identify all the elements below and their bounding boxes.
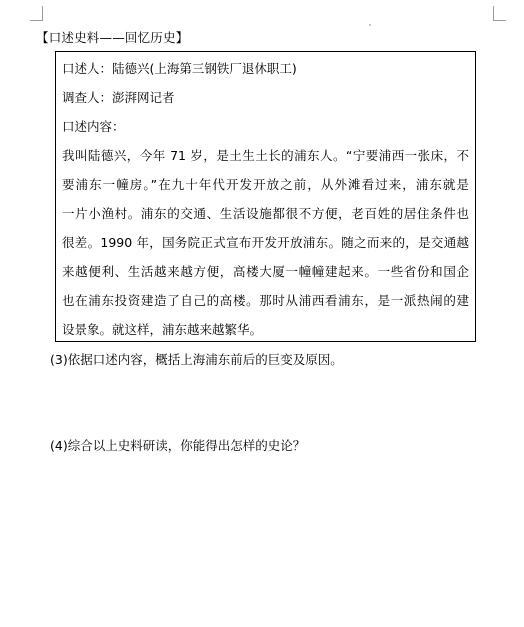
question-4: (4)综合以上史料研读，你能得出怎样的史论？ <box>50 438 306 453</box>
question-3: (3)依据口述内容，概括上海浦东前后的巨变及原因。 <box>50 352 343 367</box>
content-line: 我叫陆德兴，今年 71 岁，是土生土长的浦东人。“宁要浦西一张床，不 <box>62 148 469 163</box>
content-line: 要浦东一幢房。”在九十年代开发开放之前，从外滩看过来，浦东就是 <box>62 177 469 192</box>
section-title: 【口述史料——回忆历史】 <box>36 30 189 45</box>
content-line: 很差。1990 年，国务院正式宣布开发开放浦东。随之而来的，是交通越 <box>62 235 469 250</box>
narrator-line: 口述人：陆德兴(上海第三钢铁厂退休职工) <box>62 61 297 76</box>
page-corner-mark-left <box>30 6 43 21</box>
content-line: 也在浦东投资建造了自己的高楼。那时从浦西看浦东，是一派热闹的建 <box>62 293 469 308</box>
stray-dot <box>369 24 371 26</box>
content-line: 来越便利、生活越来越方便，高楼大厦一幢幢建起来。一些省份和国企 <box>62 264 469 279</box>
content-label: 口述内容： <box>62 119 125 134</box>
page-corner-mark-right <box>493 6 506 21</box>
content-line: 一片小渔村。浦东的交通、生活设施都很不方便，老百姓的居住条件也 <box>62 206 469 221</box>
content-line: 设景象。就这样，浦东越来越繁华。 <box>62 322 263 337</box>
investigator-line: 调查人：澎湃网记者 <box>62 90 175 105</box>
